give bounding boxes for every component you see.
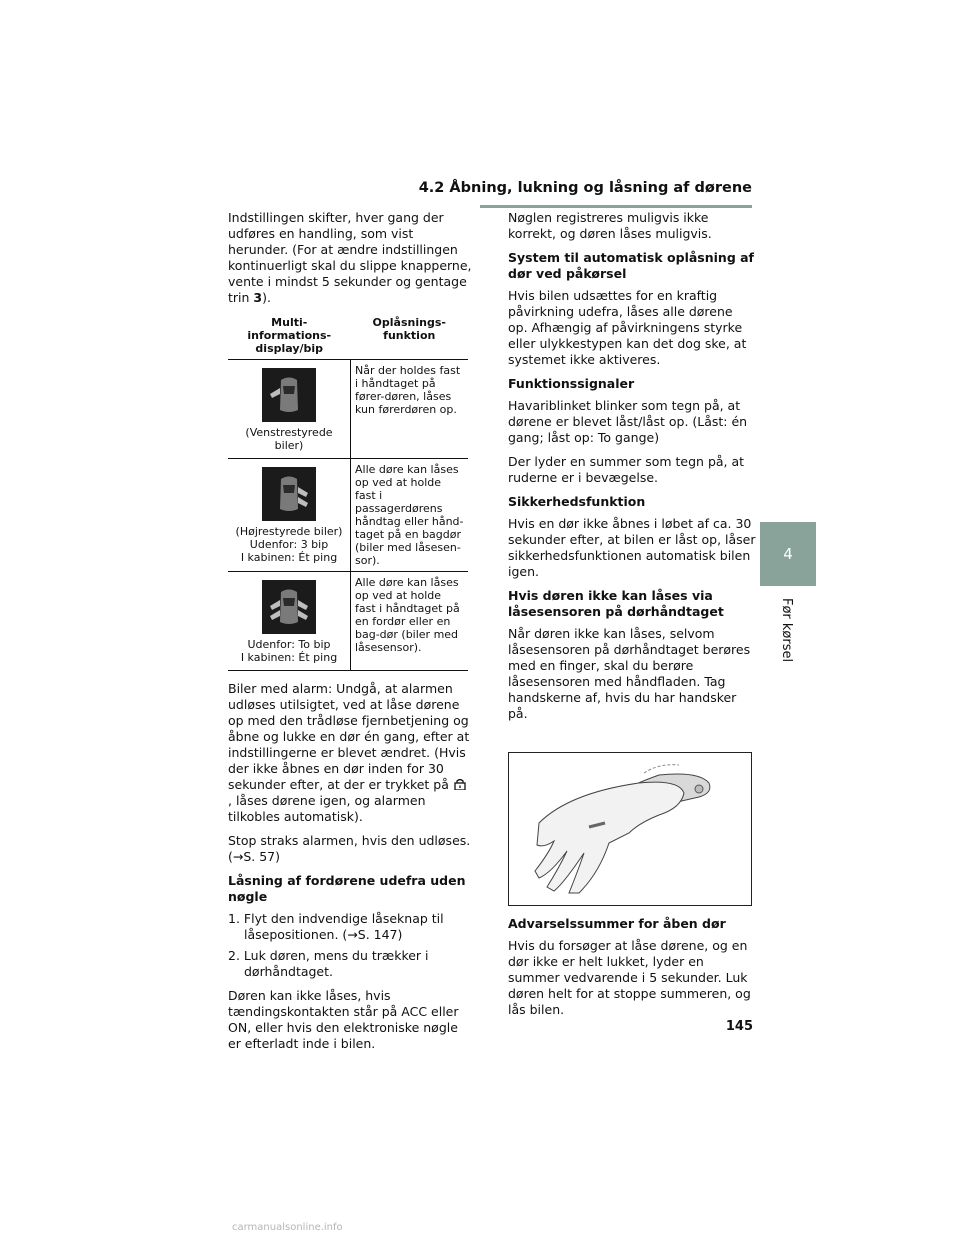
- intro-step: 3: [253, 290, 263, 305]
- stop-alarm-paragraph: Stop straks alarmen, hvis den udløses. (→S. 57): [228, 833, 471, 864]
- chapter-tab: 4: [760, 522, 816, 586]
- signals-paragraph-2: Der lyder en summer som tegn på, at ruderne er i bevægelse.: [508, 454, 745, 485]
- key-note-paragraph: Nøglen registreres muligvis ikke korrekt, og døren låses muligvis.: [508, 210, 712, 241]
- signals-paragraph-1: Havariblinket blinker som tegn på, at dørene er blevet låst/låst op. (Låst: én gang; låst op: To gange): [508, 398, 748, 445]
- buzzer-paragraph: Hvis du forsøger at låse dørene, og en dør ikke er helt lukket, lyder en summer vedvarende i 5 sekunder. Luk døren helt for at stoppe summeren, og lås bilen.: [508, 938, 751, 1017]
- heading-safety: Sikkerhedsfunktion: [508, 494, 646, 509]
- safety-paragraph: Hvis en dør ikke åbnes i løbet af ca. 30 sekunder efter, at bilen er låst op, låser sikkerhedsfunktionen automatisk bilen igen.: [508, 516, 756, 579]
- right-column: [508, 210, 756, 1026]
- lock-icon: [453, 778, 467, 790]
- row-caption: I kabinen: Ét ping: [240, 651, 338, 664]
- row-caption: Udenfor: 3 bip: [249, 538, 329, 551]
- unlock-settings-table: [228, 314, 468, 671]
- section-header: [418, 180, 752, 210]
- car-driver-door-icon: [262, 368, 316, 422]
- hand-handle-icon: [509, 753, 751, 905]
- car-all-doors-icon: [262, 580, 316, 634]
- heading-auto-unlock: System til automatisk oplåsning af dør ved påkørsel: [508, 250, 754, 281]
- table-row: [228, 572, 468, 671]
- row-caption: (Højrestyrede biler): [235, 525, 343, 538]
- col-header-function: Oplåsnings-funktion: [351, 314, 469, 360]
- function-cell: Alle døre kan låses op ved at holde fast i passagerdørens håndtag eller hånd-taget på en bagdør (biler med låsesen-sor).: [351, 459, 469, 572]
- row-caption: Udenfor: To bip: [247, 638, 331, 651]
- cannot-lock-paragraph: Døren kan ikke låses, hvis tændingskontakten står på ACC eller ON, eller hvis den elektroniske nøgle er efterladt inde i bilen.: [228, 988, 459, 1051]
- left-column: [228, 210, 473, 1060]
- table-row: [228, 459, 468, 572]
- row-caption: (Venstrestyrede biler): [245, 426, 333, 452]
- display-cell: [228, 572, 351, 671]
- hand-on-door-handle-illustration: [508, 752, 752, 906]
- header-rule: [480, 205, 752, 208]
- page-number: 145: [725, 1019, 753, 1034]
- section-title: 4.2 Åbning, lukning og låsning af dørene: [418, 180, 752, 196]
- function-cell: Når der holdes fast i håndtaget på fører-døren, låses kun førerdøren op.: [351, 360, 469, 459]
- table-row: [228, 360, 468, 459]
- heading-lock-without-key: Låsning af fordørene udefra uden nøgle: [228, 873, 466, 904]
- alarm-paragraph: Biler med alarm: Undgå, at alarmen udløses utilsigtet, ved at låse dørene op med den trådløse fjernbetjening og åbne og lukke en dør én gang, efter at indstillingerne er blevet ændret. (Hvis der ikke åbnes en dør inden for 30 sekunder efter, at der er trykket på, låses dørene igen, og alarmen tilkobles automatisk).: [228, 681, 470, 824]
- function-cell: Alle døre kan låses op ved at holde fast i håndtaget på en fordør eller en bag-dør (biler med låsesensor).: [351, 572, 469, 671]
- step-2: 2. Luk døren, mens du trækker i dørhåndtaget.: [228, 948, 429, 979]
- heading-sensor: Hvis døren ikke kan låses via låsesensoren på dørhåndtaget: [508, 588, 724, 619]
- col-header-display: Multi-informations-display/bip: [228, 314, 351, 360]
- display-cell: [228, 360, 351, 459]
- row-caption: I kabinen: Ét ping: [240, 551, 338, 564]
- chapter-label-text: Før kørsel: [779, 598, 794, 663]
- heading-open-door-buzzer: Advarselssummer for åben dør: [508, 916, 726, 931]
- table-header-row: [228, 314, 468, 360]
- watermark: carmanualsonline.info: [232, 1222, 343, 1233]
- intro-paragraph: Indstillingen skifter, hver gang der udføres en handling, som vist herunder. (For at ændre indstillingen kontinuerligt skal du slippe knapperne, vente i mindst 5 sekunder og gentage trin 3).: [228, 210, 472, 305]
- car-passenger-door-icon: [262, 467, 316, 521]
- step-1: 1. Flyt den indvendige låseknap til låsepositionen. (→S. 147): [228, 911, 444, 942]
- display-cell: [228, 459, 351, 572]
- auto-unlock-paragraph: Hvis bilen udsættes for en kraftig påvirkning udefra, låses alle dørene op. Afhængig af påvirkningens styrke eller ulykkestypen kan det dog ske, at systemet ikke aktiveres.: [508, 288, 747, 367]
- heading-signals: Funktionssignaler: [508, 376, 635, 391]
- sensor-paragraph: Når døren ikke kan låses, selvom låsesensoren på dørhåndtaget berøres med en finger, skal du berøre låsesensoren med håndfladen. Tag handskerne af, hvis du har handsker på.: [508, 626, 751, 721]
- chapter-label: [776, 598, 800, 668]
